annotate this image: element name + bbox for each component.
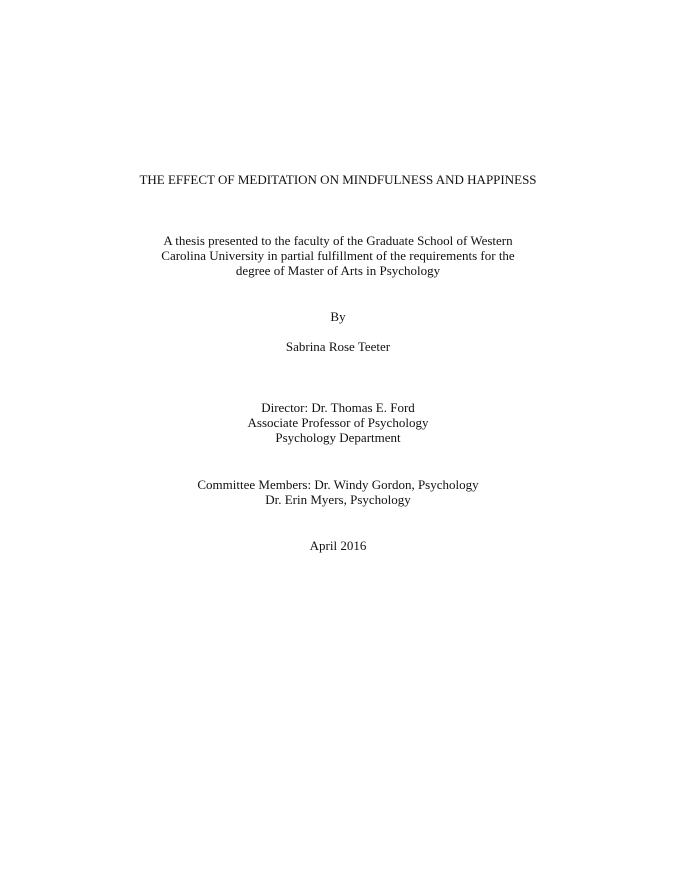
by-label: By (330, 309, 346, 324)
director-department: Psychology Department (275, 430, 401, 445)
author-name: Sabrina Rose Teeter (285, 339, 391, 354)
director-title: Associate Professor of Psychology (247, 415, 429, 430)
thesis-statement-line-2: Carolina University in partial fulfillment of the requirements for the (161, 248, 515, 263)
thesis-title: THE EFFECT OF MEDITATION ON MINDFULNESS AND HAPPINESS (139, 172, 537, 187)
director-name: Director: Dr. Thomas E. Ford (261, 400, 415, 415)
committee-member-1: Committee Members: Dr. Windy Gordon, Psychology (197, 477, 479, 492)
thesis-statement-line-3: degree of Master of Arts in Psychology (235, 263, 441, 278)
submission-date: April 2016 (309, 538, 367, 553)
thesis-statement-line-1: A thesis presented to the faculty of the Graduate School of Western (163, 233, 513, 248)
committee-member-2: Dr. Erin Myers, Psychology (265, 492, 411, 507)
